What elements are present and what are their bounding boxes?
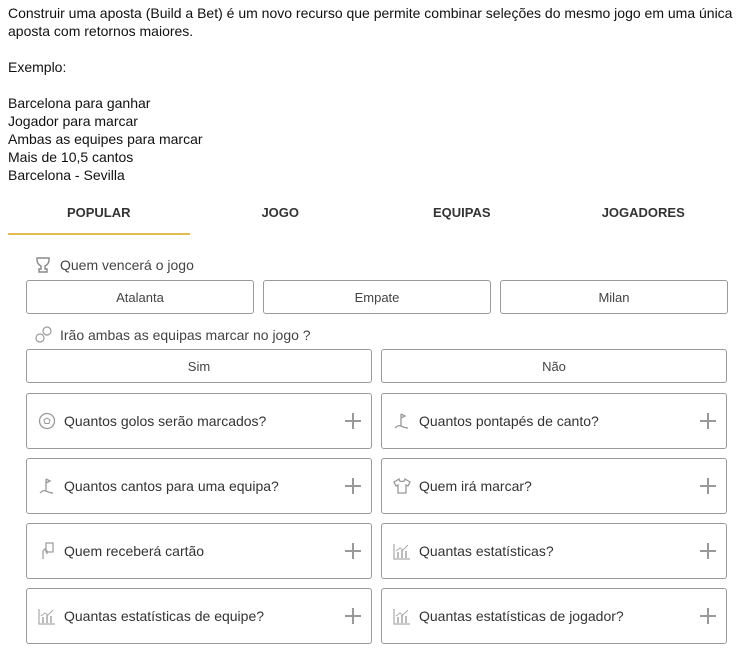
market-team-corners[interactable] bbox=[26, 458, 372, 514]
example-line: Jogador para marcar bbox=[8, 113, 138, 129]
market-label: Quantas estatísticas de equipe? bbox=[64, 608, 265, 624]
plus-icon[interactable] bbox=[700, 413, 716, 429]
plus-icon[interactable] bbox=[700, 608, 716, 624]
corner-flag-icon bbox=[393, 412, 411, 430]
plus-icon[interactable] bbox=[700, 543, 716, 559]
stats-chart-icon bbox=[38, 607, 56, 625]
btts-market-label: Irão ambas as equipas marcar no jogo ? bbox=[60, 327, 311, 343]
corner-flag-icon bbox=[38, 477, 56, 495]
option-empate[interactable]: Empate bbox=[263, 280, 491, 314]
market-corners[interactable] bbox=[381, 393, 727, 449]
example-line: Mais de 10,5 cantos bbox=[8, 149, 134, 165]
plus-icon[interactable] bbox=[345, 413, 361, 429]
market-label: Quantas estatísticas? bbox=[419, 543, 554, 559]
intro-text bbox=[8, 4, 738, 184]
option-atalanta[interactable]: Atalanta bbox=[26, 280, 254, 314]
option-nao[interactable]: Não bbox=[381, 349, 727, 383]
stats-chart-icon bbox=[393, 607, 411, 625]
tab-jogadores[interactable]: JOGADORES bbox=[601, 205, 685, 220]
intro-paragraph: Construir uma aposta (Build a Bet) é um novo recurso que permite combinar seleções do mesmo jogo em uma única aposta com retornos maiores. bbox=[8, 5, 733, 39]
winner-options bbox=[26, 280, 728, 314]
example-label: Exemplo: bbox=[8, 59, 67, 75]
tab-equipas[interactable]: EQUIPAS bbox=[432, 205, 491, 220]
tab-popular[interactable]: POPULAR bbox=[8, 196, 190, 236]
market-label: Quantos cantos para uma equipa? bbox=[64, 478, 279, 494]
tab-jogo[interactable]: JOGO bbox=[261, 205, 300, 220]
market-player-stats[interactable] bbox=[381, 588, 727, 644]
stats-chart-icon bbox=[393, 542, 411, 560]
plus-icon[interactable] bbox=[700, 478, 716, 494]
market-stats[interactable] bbox=[381, 523, 727, 579]
card-hand-icon bbox=[38, 542, 56, 560]
football-icon bbox=[38, 412, 56, 430]
shirt-icon bbox=[393, 477, 411, 495]
example-line: Ambas as equipes para marcar bbox=[8, 131, 203, 147]
two-balls-icon bbox=[34, 326, 52, 344]
trophy-icon bbox=[34, 256, 52, 274]
winner-market-label: Quem vencerá o jogo bbox=[60, 257, 194, 273]
market-label: Quem irá marcar? bbox=[419, 478, 532, 494]
example-line: Barcelona - Sevilla bbox=[8, 167, 125, 183]
market-label: Quantas estatísticas de jogador? bbox=[419, 608, 624, 624]
winner-market-title bbox=[34, 256, 194, 274]
market-label: Quantos golos serão marcados? bbox=[64, 413, 267, 429]
option-sim[interactable]: Sim bbox=[26, 349, 372, 383]
btts-market-title bbox=[34, 326, 311, 344]
plus-icon[interactable] bbox=[345, 543, 361, 559]
market-label: Quantos pontapés de canto? bbox=[419, 413, 599, 429]
market-scorer[interactable] bbox=[381, 458, 727, 514]
market-label: Quem receberá cartão bbox=[64, 543, 205, 559]
market-tabs bbox=[8, 196, 734, 236]
market-total-goals[interactable] bbox=[26, 393, 372, 449]
market-cards[interactable] bbox=[26, 523, 372, 579]
plus-icon[interactable] bbox=[345, 478, 361, 494]
example-line: Barcelona para ganhar bbox=[8, 95, 151, 111]
plus-icon[interactable] bbox=[345, 608, 361, 624]
market-team-stats[interactable] bbox=[26, 588, 372, 644]
btts-options bbox=[26, 349, 727, 383]
option-milan[interactable]: Milan bbox=[500, 280, 728, 314]
